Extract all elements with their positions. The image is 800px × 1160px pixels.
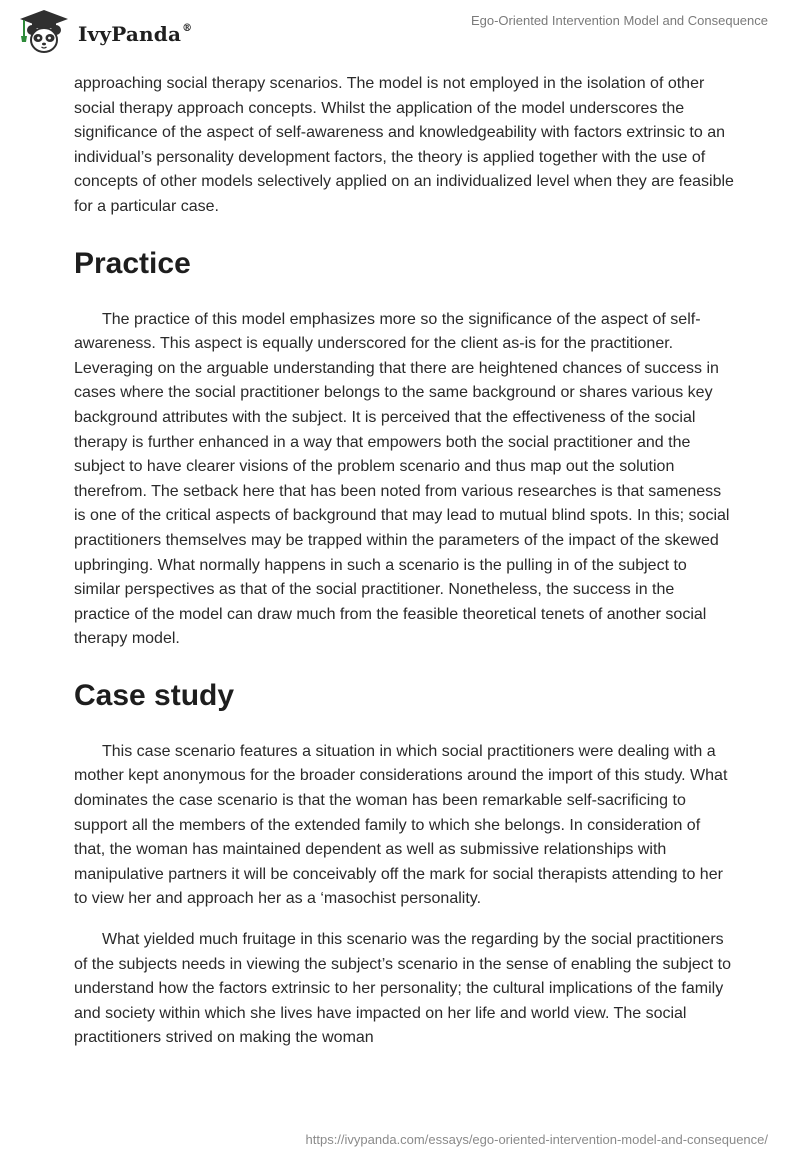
ivypanda-logo[interactable] <box>16 8 192 56</box>
case-study-paragraph-1: This case scenario features a situation in which social practitioners were dealing with a mother kept anonymous for the broader considerations around the import of this study. What dominates the case scenario is that the woman has been remarkable self-sacrificing to support all the members of the extended family to which she belongs. In consideration of that, the woman has maintained dependent as well as submissive relationships with manipulative partners it will be conceivably off the mark for social therapists attending to her to view her and approach her as a ‘masochist personality. <box>74 742 728 908</box>
document-title: Ego-Oriented Intervention Model and Consequence <box>470 13 768 28</box>
source-url[interactable]: https://ivypanda.com/essays/ego-oriented-intervention-model-and-consequence/ <box>305 1132 768 1147</box>
section-heading-case-study: Case study <box>74 678 235 712</box>
brand-name: IvyPanda® <box>78 22 193 46</box>
section-heading-practice: Practice <box>74 246 191 280</box>
intro-paragraph: approaching social therapy scenarios. The model is not employed in the isolation of other social therapy approach concepts. Whilst the application of the model underscores the significance of the aspect of self-awareness and knowledgeability with factors extrinsic to an individual’s personality development factors, the theory is applied together with the use of concepts of other models selectively applied on an individualized level when they are feasible for a particular case. <box>74 75 734 215</box>
panda-graduation-cap-icon <box>16 8 72 56</box>
case-study-paragraph-2: What yielded much fruitage in this scenario was the regarding by the social practitioners of the subjects needs in viewing the subject’s scenario in the sense of enabling the subject to understand how the factors extrinsic to her personality; the cultural implications of the family and society within which she lives have impacted on her life and world view. The social practitioners strived on making the woman <box>74 931 732 1047</box>
page-header <box>0 0 800 70</box>
article-body <box>74 72 734 1051</box>
practice-paragraph: The practice of this model emphasizes more so the significance of the aspect of self-awareness. This aspect is equally underscored for the client as-is for the practitioner. Leveraging on the arguable understanding that there are heightened chances of success in cases where the social practitioner belongs to the same background or shares various key background attributes with the subject. It is perceived that the effectiveness of the social therapy is further enhanced in a way that empowers both the social practitioner and the subject to have clearer visions of the problem scenario and thus map out the solution therefrom. The setback here that has been noted from various researches is that sameness is one of the critical aspects of background that may lead to mutual blind spots. In this; social practitioners themselves may be trapped within the parameters of the impact of the skewed upbringing. What normally happens in such a scenario is the pulling in of the subject to similar perspectives as that of the social practitioner. Nonetheless, the success in the practice of the model can draw much from the feasible theoretical tenets of another social therapy model. <box>74 310 730 648</box>
